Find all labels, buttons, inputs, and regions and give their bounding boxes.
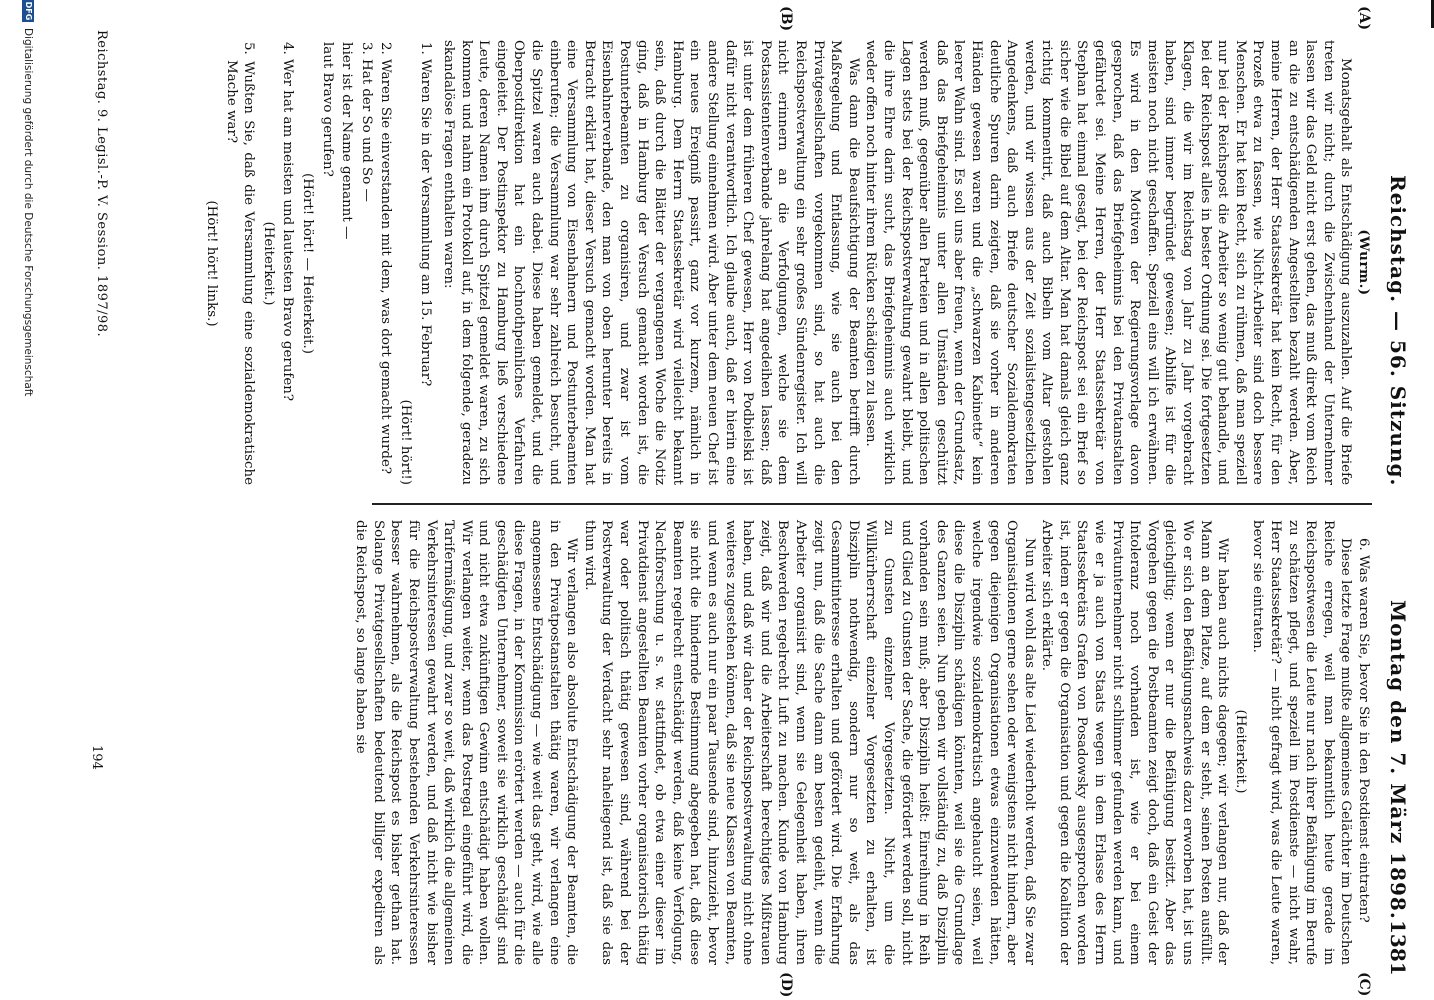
question-item: 1. Waren Sie in der Versammlung am 15. Februar? xyxy=(417,42,433,387)
interjection: (Hört! hört!) xyxy=(397,399,413,485)
interjection: (Heiterkeit.) xyxy=(260,221,276,306)
question-item: 4. Wer hat am meisten und lautesten Bravo gerufen? xyxy=(280,42,296,402)
session-footer: Reichstag. 9. Legisl.-P. V. Session. 1897/98. xyxy=(94,30,109,338)
page-header xyxy=(1372,0,1434,1000)
speaker-name: (Wurm.) xyxy=(1356,229,1372,296)
paragraph: Was dann die Beaufsichtigung der Beamten betrifft durch Maßregelung und Entlassung, wie sie auch bei den Privatgesellschaften vorgekommen sind, so hat auch die Reichspostverwaltung ein sehr großes Sündenregister. Ich will nicht erinnern an die Verfolgungen, welche sie dem Postassistentenverbande jahrelang hat angedeihen lassen; daß ist unter dem früheren Chef gewesen, Herr von Podbielski ist dafür nicht verantwortlich. Ich glaube auch, daß er hierin eine andere Stellung einnehmen wird. Aber unter dem neuen Chef ist ein neues Ereigniß passirt, ganz vor kurzem, nämlich in Hamburg. Dem Herrn Staatssekretär wird vielleicht bekannt sein, daß durch die Blätter der vergangenen Woche die Notiz ging, daß in Hamburg der Versuch gemacht worden ist, die Postunterbeamten zu organisiren, und zwar ist vom Eisenbahnerverbande, den man von oben herunter bereits in Betracht erklärt hat, dieser Versuch gemacht worden. Man hat eine Versammlung von Eisenbahnern und Postunterbeamten einberufen; die Versammlung war sehr zahlreich besucht, und die Spitzel waren auch dabei. Diese haben gemeldet, und die Oberpostdirektion hat ein hochnothpeinliches Verfahren eingeleitet. Der Postinspektor zu Hamburg ließ verschiedene Leute, deren Namen ihm durch Spitzel gemeldet waren, zu sich kommen und nahm ein Protokoll auf, in dem folgende, geradezu skandalöse Fragen enthalten waren: xyxy=(441,40,861,485)
paragraph: Monatsgehalt als Entschädigung auszuzahlen. Auf die Briefe treten wir nicht; durch die Zwischenhand der Unternehmer lassen wir das Geld nicht erst gehen, das muß direkt vom Reich an die zu entschädigenden Angestellten bezahlt werden. Aber, meine Herren, der Herr Staatssekretär hat kein Recht, für den Prozeß etwa zu fassen, wie Nicht-Arbeiter sind doch bessere Menschen. Er hat kein Recht, sich zu rühmen, daß man speziell nur bei der Reichspost die Arbeiter so wenig gut behandle, und bei der Reichspost alles in bester Ordnung sei. Die fortgesetzten Klagen, die wir im Reichstag von Jahr zu Jahr vorgebracht haben, sind immer begründet gewesen; Abhilfe ist für die meisten noch nicht geschaffen. Speziell eins will ich erwähnen. Es wird in den Motiven der Regierungsvorlage davon gesprochen, daß das Briefgeheimnis bei den Privatanstalten gefährdet sei. Meine Herren, der Herr Staatssekretär von Stephan hat einmal gesagt, bei der Reichspost sei ein Brief so sicher wie die Bibel auf dem Altar. Man hat damals gleich ganz richtig kommentirt, daß auch Bibeln vom Altar gestohlen werden, und wir wissen aus der Zeit sozialistengesetzlichen Angedenkens, daß auch Briefe deutscher Sozialdemokraten deutliche Spuren darin zeigten, daß sie vorher in anderen Händen gewesen waren und die „schwarzen Kabinette“ kein leerer Wahn sind. Es soll uns aber freuen, wenn der Grundsatz, daß das Briefgeheimnis unter allen Umständen geschützt werden muß, gegenüber allen Parteien und in allen politischen Lagen stets bei der Reichspostverwaltung gewahrt bleibt, und die ihre Ehre darin sucht, das Briefgeheimnis auch wirklich weder offen noch hinter ihrem Rücken schädigen zu lassen. xyxy=(863,40,1354,485)
question-item: 6. Was waren Sie, bevor Sie in den Postdienst eintraten? xyxy=(1356,538,1371,923)
paragraph: Wir haben auch nichts dagegen; wir verlangen nur, daß der Mann an dem Platze, auf dem er steht, seinen Posten ausfüllt. Wo er sich den Befähigungsnachweis dazu erworben hat, ist uns gleichgiltig; wenn er nur die Befähigung besitzt. Aber das Vorgehen gegen die Postbeamten zeigt doch, daß ein Geist der Intoleranz noch vorhanden ist, wie er bei einem Privatunternehmer nicht schlimmer gefunden werden kann, und wie er ja auch von Staats wegen in dem Erlasse des Herrn Staatssekretärs Grafen von Posadowsky ausgesprochen worden ist, indem er gegen die Organisation und gegen die Koalition der Arbeiter sich erklärte. xyxy=(1039,520,1231,965)
paragraph: Nun wird wohl das alte Lied wiederholt werden, daß Sie zwar Organisationen gerne sehen oder wenigstens nicht hindern, aber gegen diejenigen Organisationen etwas einzuwenden hätten, welche irgendwie sozialdemokratisch angehaucht seien, weil diese die Disziplin schädigen könnten, weil sie die Grundlage des Ganzen seien. Nun geben wir vollständig zu, daß Disziplin vorhanden sein muß; aber Disziplin heißt: Einreihung in Reih und Glied zu Gunsten der Sache, die gefördert werden soll, nicht zu Gunsten einzelner Vorgesetzten. Nicht, um die Willkürherrschaft einzelner Vorgesetzten zu erhalten, ist Disziplin nothwendig, sondern nur so weit, als das Gesammtinteresse erhalten und gefördert wird. Die Erfahrung zeigt nun, daß die Sache dann am besten gedeiht, wenn die Arbeiter organisirt sind, wenn sie Gelegenheit haben, ihren Beschwerden regelrecht Luft zu machen. Kunde von Hamburg zeigt, daß wir und die Arbeiterschaft berechtigtes Mißtrauen haben, und daß wir daher der Reichspostverwaltung nicht ohne weiteres zugestehen können, daß sie neue Klassen von Beamten, und wenn es auch nur ein paar Tausende sind, hinzuzieht, bevor sie nicht die hindernde Bestimmung abgegeben hat, daß diese Beamten regelrecht entschädigt werden, daß keine Verfolgung, Nachforschung u. s. w. stattfindet, ob etwa einer dieser im Privatdienst angestellten Beamten vorher organisatorisch thätig war oder politisch thätig gewesen sind, während bei der Postverwaltung der Verdacht sehr naheliegend ist, daß sie das thun wird. xyxy=(581,520,1037,965)
right-column xyxy=(352,520,1372,965)
question-list xyxy=(202,40,433,485)
question-item: hier ist der Name genannt — xyxy=(339,42,355,240)
interjection: (Hört! hört! links.) xyxy=(204,200,219,327)
paragraph: Diese letzte Frage mußte allgemeines Gelächter im Deutschen Reiche erregen, weil man bekanntlich heute gerade im Reichspostwesen die Leute nur nach ihrer Befähigung im Berufe zu schätzen pflegt, und speziell im Postdienste — nicht wahr, Herr Staatssekretär? — nicht gefragt wird, was die Leute waren, bevor sie eintraten. xyxy=(1250,520,1354,965)
interjection: (Hört! hört! — Heiterkeit.) xyxy=(299,173,315,354)
digitization-text: Digitalisierung gefördert durch die Deutsche Forschungsgemeinschaft xyxy=(22,28,34,397)
margin-marker-c: (C) xyxy=(1356,972,1372,997)
margin-marker-d: (D) xyxy=(778,972,794,998)
question-item: laut Bravo gerufen? xyxy=(319,42,335,177)
digitization-note xyxy=(22,0,34,1000)
interjection: (Heiterkeit.) xyxy=(1232,709,1248,794)
left-column xyxy=(200,40,1372,485)
question-item: 5. Wußten Sie, daß die Versammlung eine sozialdemokratische Mache war? xyxy=(223,42,257,485)
header-right: Montag den 7. März 1898. xyxy=(1386,600,1410,920)
margin-marker-b: (B) xyxy=(778,6,794,32)
footer-page-number: 194 xyxy=(89,745,104,770)
header-left: Reichstag. — 56. Sitzung. xyxy=(1386,175,1410,487)
margin-marker-a: (A) xyxy=(1356,6,1372,31)
page-number: 1381 xyxy=(1386,920,1410,976)
question-item: 3. Hat der So und So — xyxy=(358,42,374,202)
column-divider xyxy=(372,503,1372,505)
dfg-logo-icon: DFG xyxy=(24,1,33,21)
paragraph: Wir verlangen also absolute Entschädigung der Beamten, die in den Privatpostanstalten thätig waren, wir verlangen eine angemessene Entschädigung — wie weit das geht, wird, wie alle diese Fragen, in der Kommission erörtert werden — auch für die geschädigten Unternehmer, soweit sie wirklich geschädigt sind und nicht etwa zukünftigen Gewinn entschädigt haben wollen. Wir verlangen weiter, wenn das Postregal eingeführt wird, die Tarifermäßigung, und zwar so weit, daß wirklich die allgemeinen Verkehrsinteressen gewahrt werden, und daß nicht wie bisher für die Reichspostverwaltung bestehenden Verkehrsinteressen besser wahrnehmen, als die Reichspost es bisher gethan hat. Solange Privatgesellschaften bedeutend billiger expediren als die Reichspost, so lange haben sie xyxy=(353,520,580,965)
question-item: 2. Waren Sie einverstanden mit dem, was dort gemacht wurde? xyxy=(378,42,394,475)
